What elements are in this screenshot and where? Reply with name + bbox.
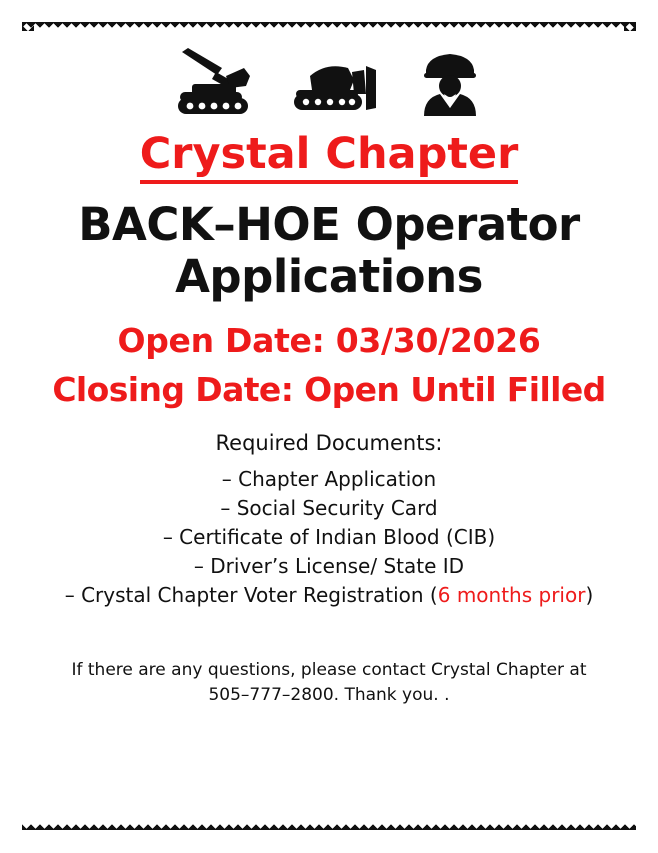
list-item: – Certificate of Indian Blood (CIB) [162, 524, 496, 549]
contact-footer [34, 658, 624, 709]
page-title [34, 129, 624, 179]
required-documents-label: Required Documents: [215, 430, 443, 455]
closing-date: Closing Date: Open Until Filled [52, 369, 606, 409]
flyer-content [34, 30, 624, 822]
footer-line-2: 505–777–2800. Thank you. . [208, 685, 450, 706]
list-item-voter-registration [34, 581, 624, 610]
border-right [624, 22, 636, 830]
voter-line-suffix: ) [585, 582, 594, 607]
excavator-icon [172, 46, 258, 118]
list-item: – Social Security Card [220, 495, 438, 520]
open-date: Open Date: 03/30/2026 [117, 320, 541, 360]
border-left [22, 22, 34, 830]
bulldozer-icon [292, 56, 380, 118]
voter-line-prefix: – Crystal Chapter Voter Registration ( [64, 582, 438, 607]
headline: BACK–HOE Operator Applications [78, 198, 580, 303]
required-documents-list [34, 465, 624, 610]
construction-worker-icon [414, 46, 486, 118]
list-item: – Chapter Application [221, 466, 437, 491]
icon-row [34, 40, 624, 118]
page-title-text: Crystal Chapter [140, 129, 519, 184]
voter-line-note: 6 months prior [437, 582, 586, 607]
list-item: – Driver’s License/ State ID [193, 553, 465, 578]
footer-line-1: If there are any questions, please contact Crystal Chapter at [71, 659, 587, 680]
